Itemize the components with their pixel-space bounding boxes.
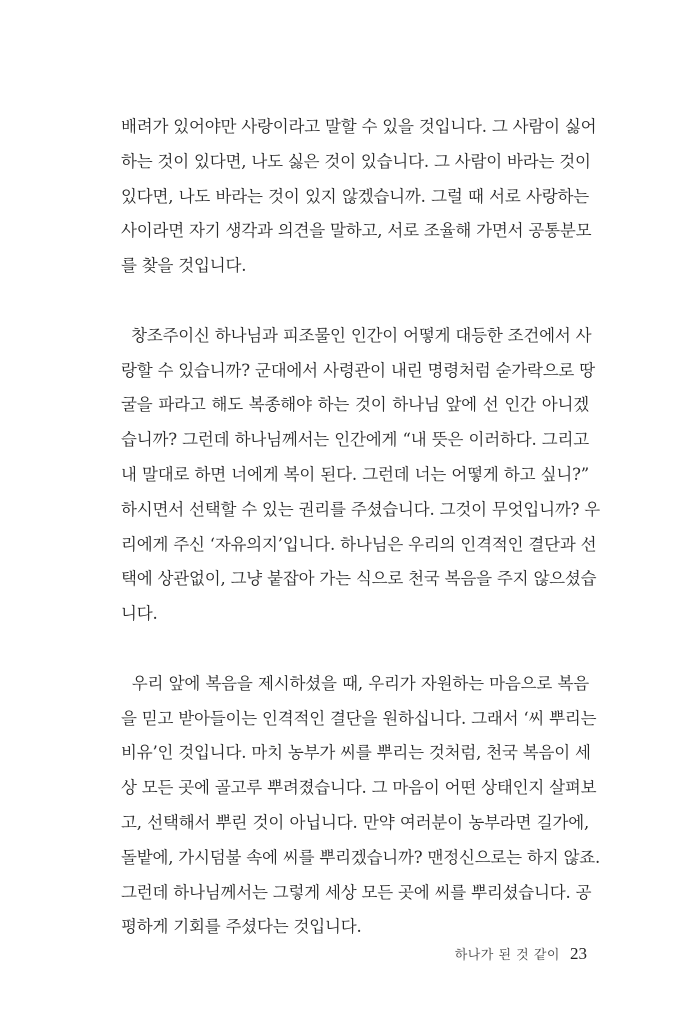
text-line: 랑할 수 있습니까? 군대에서 사령관이 내린 명령처럼 숟가락으로 땅 xyxy=(121,360,595,380)
text-line: 돌밭에, 가시덤불 속에 씨를 뿌리겠습니까? 맨정신으로는 하지 않죠. xyxy=(121,847,601,867)
text-line: 굴을 파라고 해도 복종해야 하는 것이 하나님 앞에 선 인간 아니겠 xyxy=(121,395,589,415)
running-title: 하나가 된 것 같이 xyxy=(454,948,560,963)
text-line: 하시면서 선택할 수 있는 권리를 주셨습니다. 그것이 무엇입니까? 우 xyxy=(121,499,601,519)
paragraph xyxy=(121,667,601,945)
paragraph xyxy=(121,110,597,284)
page-number: 23 xyxy=(570,944,587,963)
body-text xyxy=(121,110,601,945)
text-line: 니다. xyxy=(121,604,158,624)
text-line: 하는 것이 있다면, 나도 싫은 것이 있습니다. 그 사람이 바라는 것이 xyxy=(121,151,591,171)
text-line: 평하게 기회를 주셨다는 것입니다. xyxy=(121,917,362,937)
text-line: 있다면, 나도 바라는 것이 있지 않겠습니까. 그럴 때 서로 사랑하는 xyxy=(121,186,589,206)
text-line: 그런데 하나님께서는 그렇게 세상 모든 곳에 씨를 뿌리셨습니다. 공 xyxy=(121,882,592,902)
text-line: 를 찾을 것입니다. xyxy=(121,256,247,276)
text-line: 창조주이신 하나님과 피조물인 인간이 어떻게 대등한 조건에서 사 xyxy=(121,325,592,345)
text-line: 사이라면 자기 생각과 의견을 말하고, 서로 조율해 가면서 공통분모 xyxy=(121,221,592,241)
text-line: 상 모든 곳에 골고루 뿌려졌습니다. 그 마음이 어떤 상태인지 살펴보 xyxy=(121,778,597,798)
text-line: 습니까? 그런데 하나님께서는 인간에게 “내 뜻은 이러하다. 그리고 xyxy=(121,430,589,450)
text-line: 고, 선택해서 뿌린 것이 아닙니다. 만약 여러분이 농부라면 길가에, xyxy=(121,812,589,832)
text-line: 우리 앞에 복음을 제시하셨을 때, 우리가 자원하는 마음으로 복음 xyxy=(121,673,589,693)
text-line: 택에 상관없이, 그냥 붙잡아 가는 식으로 천국 복음을 주지 않으셨습 xyxy=(121,569,597,589)
text-line: 내 말대로 하면 너에게 복이 된다. 그런데 너는 어떻게 하고 싶니?” xyxy=(121,464,589,484)
paragraph-gap xyxy=(121,284,589,319)
text-line: 비유’인 것입니다. 마치 농부가 씨를 뿌리는 것처럼, 천국 복음이 세 xyxy=(121,743,591,763)
paragraph xyxy=(121,319,601,632)
text-line: 리에게 주신 ‘자유의지’입니다. 하나님은 우리의 인격적인 결단과 선 xyxy=(121,534,597,554)
paragraph-gap xyxy=(121,632,589,667)
text-line: 배려가 있어야만 사랑이라고 말할 수 있을 것입니다. 그 사람이 싫어 xyxy=(121,117,597,136)
text-line: 을 믿고 받아들이는 인격적인 결단을 원하십니다. 그래서 ‘씨 뿌리는 xyxy=(121,708,597,728)
page-footer xyxy=(455,944,587,964)
